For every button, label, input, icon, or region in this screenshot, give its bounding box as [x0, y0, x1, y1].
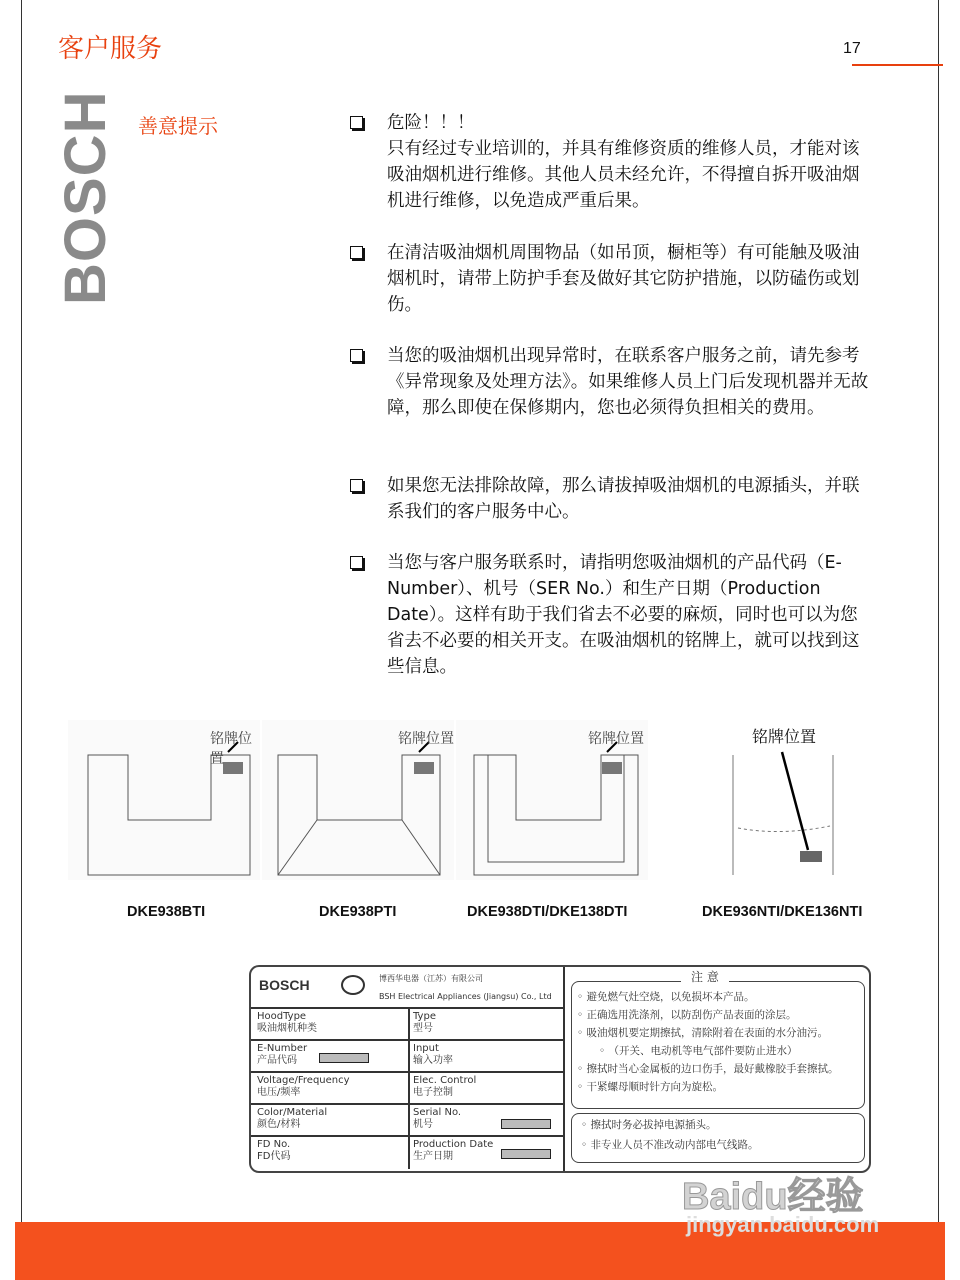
model-label: DKE938PTI — [319, 904, 397, 920]
nameplate-field: FD No. FD代码 — [257, 1139, 291, 1162]
nameplate-location-label: 铭牌位置 — [588, 731, 644, 747]
brand-logo: BOSCH — [53, 90, 118, 305]
nameplate-warning: ◦ 非专业人员不准改动内部电气线路。 — [581, 1139, 759, 1151]
notice-item — [350, 110, 870, 214]
nameplate-note: ◦ 正确选用洗涤剂，以防刮伤产品表面的涂层。 — [577, 1009, 797, 1021]
nameplate-image — [249, 965, 871, 1173]
nameplate-note: ◦ 吸油烟机要定期擦拭，清除附着在表面的水分油污。 — [577, 1027, 829, 1039]
watermark-url: jingyan.baidu.com — [686, 1212, 880, 1237]
checkbox-bullet-icon — [350, 116, 363, 129]
section-title: 善意提示 — [138, 114, 218, 138]
checkbox-bullet-icon — [350, 479, 363, 492]
notice-item — [350, 240, 870, 318]
notice-title: 注 意 — [681, 971, 729, 983]
nameplate-field: HoodType 吸油烟机种类 — [257, 1011, 317, 1034]
diagram-dke938bti — [68, 720, 260, 880]
nameplate-field: Input 输入功率 — [413, 1043, 453, 1066]
nameplate-field: Serial No. 机号 — [413, 1107, 462, 1130]
checkbox-bullet-icon — [350, 349, 363, 362]
nameplate-field: Elec. Control 电子控制 — [413, 1075, 477, 1098]
nameplate-field: Type 型号 — [413, 1011, 436, 1034]
page-number-rule — [852, 64, 943, 66]
right-border — [938, 0, 939, 1222]
notice-text: 当您的吸油烟机出现异常时，在联系客户服务之前，请先参考《异常现象及处理方法》。如果维修人员上门后发现机器并无故障，那么即使在保修期内，您也必须得负担相关的费用。 — [387, 346, 869, 418]
model-label: DKE938DTI/DKE138DTI — [467, 904, 628, 920]
model-label: DKE938BTI — [127, 904, 206, 920]
diagram-dke936nti — [680, 720, 890, 880]
nameplate-note: ◦ （开关、电动机等电气部件要防止进水） — [599, 1045, 798, 1057]
nameplate-note: ◦ 擦拭时当心金属板的边口伤手，最好戴橡胶手套擦拭。 — [577, 1063, 839, 1075]
nameplate-field: Color/Material 颜色/材料 — [257, 1107, 328, 1130]
page-title: 客户服务 — [58, 34, 163, 64]
nameplate-field: E-Number 产品代码 — [257, 1043, 308, 1066]
notice-text: 在清洁吸油烟机周围物品（如吊顶，橱柜等）有可能触及吸油烟机时，请带上防护手套及做好其它防护措施，以防磕伤或划伤。 — [387, 243, 860, 315]
model-label: DKE936NTI/DKE136NTI — [702, 904, 863, 920]
nameplate-field: Production Date 生产日期 — [413, 1139, 494, 1162]
diagram-dke938pti — [262, 720, 454, 880]
nameplate-location-label: 铭牌位置 — [210, 731, 252, 767]
checkbox-bullet-icon — [350, 246, 363, 259]
nameplate-note: ◦ 干紧螺母顺时针方向为旋松。 — [577, 1081, 724, 1093]
nameplate-field: Voltage/Frequency 电压/频率 — [257, 1075, 350, 1098]
nameplate-warning: ◦ 擦拭时务必拔掉电源插头。 — [581, 1119, 717, 1131]
nameplate-location-label: 铭牌位置 — [752, 727, 817, 746]
notice-text: 当您与客户服务联系时，请指明您吸油烟机的产品代码（E-Number）、机号（SER No.）和生产日期（Production Date）。这样有助于我们省去不必要的麻烦，同时也可以为您省去不必要的相关开支。在吸油烟机的铭牌上，就可以找到这些信息。 — [387, 553, 860, 677]
company-cn: 博西华电器（江苏）有限公司 — [379, 974, 483, 983]
notice-text: 危险！！！ 只有经过专业培训的，并具有维修资质的维修人员，才能对该吸油烟机进行维修。其他人员未经允许，不得擅自拆开吸油烟机进行维修，以免造成严重后果。 — [387, 113, 860, 211]
company-en: BSH Electrical Appliances (Jiangsu) Co., Ltd — [379, 992, 552, 1001]
page-number: 17 — [843, 40, 861, 57]
nameplate-brand: BOSCH — [259, 977, 310, 993]
notice-text: 如果您无法排除故障，那么请拔掉吸油烟机的电源插头，并联系我们的客户服务中心。 — [387, 476, 860, 522]
checkbox-bullet-icon — [350, 556, 363, 569]
nameplate-note: ◦ 避免燃气灶空烧，以免损坏本产品。 — [577, 991, 755, 1003]
diagram-dke938dti — [456, 720, 648, 880]
nameplate-location-label: 铭牌位置 — [398, 731, 454, 747]
notice-item — [350, 550, 870, 680]
notice-item — [350, 343, 870, 421]
left-border — [21, 0, 22, 1222]
watermark-logo: Baidu经验 — [682, 1176, 864, 1218]
notice-item — [350, 473, 870, 525]
